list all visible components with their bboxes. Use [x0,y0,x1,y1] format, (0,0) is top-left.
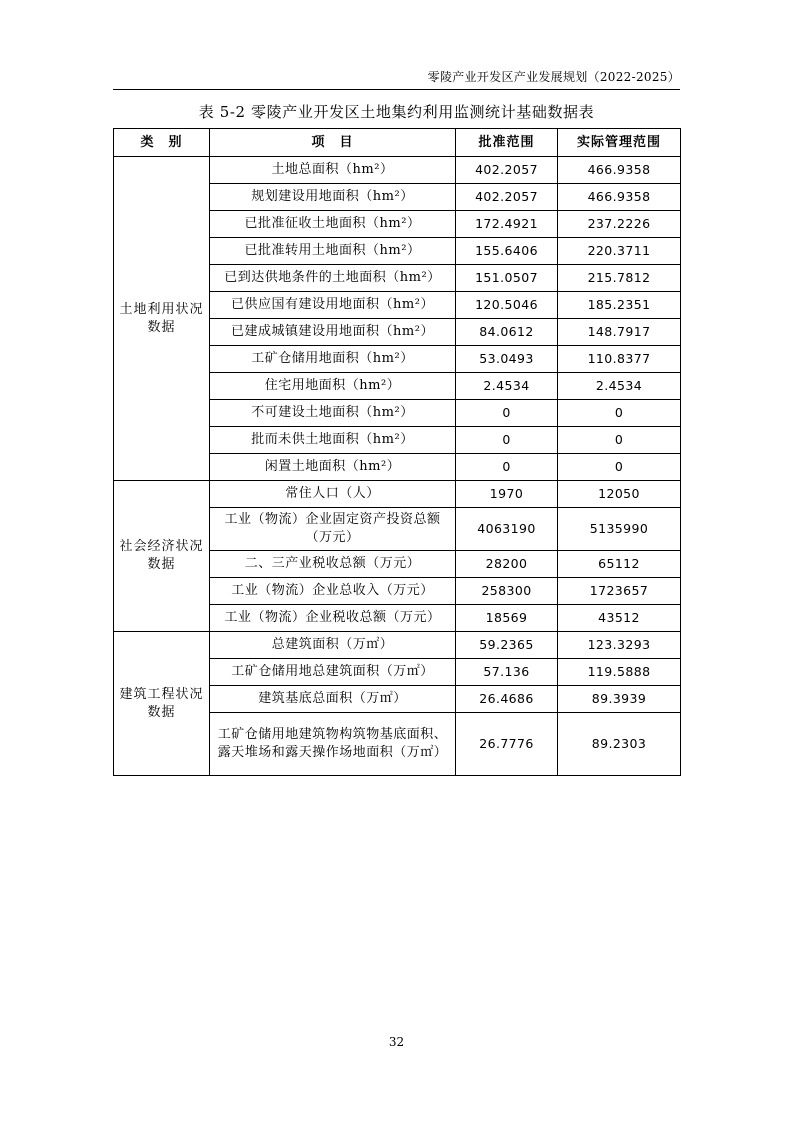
actual-value-cell: 2.4534 [558,373,681,400]
table-header-row [114,129,681,157]
category-cell-construction: 建筑工程状况数据 [114,632,210,776]
actual-value-cell: 0 [558,400,681,427]
actual-value-cell: 65112 [558,551,681,578]
column-header-approved: 批准范围 [456,129,558,157]
actual-value-cell: 89.2303 [558,713,681,776]
actual-value-cell: 43512 [558,605,681,632]
item-cell: 建筑基底总面积（万㎡） [210,686,456,713]
actual-value-cell: 123.3293 [558,632,681,659]
column-header-item: 项 目 [210,129,456,157]
item-cell: 工矿仓储用地总建筑面积（万㎡） [210,659,456,686]
item-cell: 住宅用地面积（hm²） [210,373,456,400]
approved-value-cell: 2.4534 [456,373,558,400]
actual-value-cell: 110.8377 [558,346,681,373]
approved-value-cell: 59.2365 [456,632,558,659]
actual-value-cell: 215.7812 [558,265,681,292]
approved-value-cell: 57.136 [456,659,558,686]
approved-value-cell: 0 [456,427,558,454]
table-row [114,632,681,659]
actual-value-cell: 466.9358 [558,184,681,211]
approved-value-cell: 28200 [456,551,558,578]
item-cell: 已供应国有建设用地面积（hm²） [210,292,456,319]
item-cell: 土地总面积（hm²） [210,157,456,184]
approved-value-cell: 1970 [456,481,558,508]
approved-value-cell: 0 [456,454,558,481]
actual-value-cell: 0 [558,427,681,454]
item-cell: 规划建设用地面积（hm²） [210,184,456,211]
item-cell: 工矿仓储用地建筑物构筑物基底面积、露天堆场和露天操作场地面积（万㎡） [210,713,456,776]
land-use-statistics-table [113,128,681,776]
approved-value-cell: 0 [456,400,558,427]
approved-value-cell: 155.6406 [456,238,558,265]
item-cell: 批而未供土地面积（hm²） [210,427,456,454]
approved-value-cell: 84.0612 [456,319,558,346]
actual-value-cell: 119.5888 [558,659,681,686]
item-cell: 总建筑面积（万㎡） [210,632,456,659]
table-title: 表 5-2 零陵产业开发区土地集约利用监测统计基础数据表 [198,103,595,121]
approved-value-cell: 402.2057 [456,184,558,211]
item-cell: 闲置土地面积（hm²） [210,454,456,481]
approved-value-cell: 151.0507 [456,265,558,292]
approved-value-cell: 53.0493 [456,346,558,373]
item-cell: 二、三产业税收总额（万元） [210,551,456,578]
approved-value-cell: 26.4686 [456,686,558,713]
approved-value-cell: 258300 [456,578,558,605]
item-cell: 工业（物流）企业税收总额（万元） [210,605,456,632]
item-cell: 工矿仓储用地面积（hm²） [210,346,456,373]
table-row [114,157,681,184]
category-cell-land-use: 土地利用状况数据 [114,157,210,481]
running-header: 零陵产业开发区产业发展规划（2022-2025） [113,68,680,90]
item-cell: 工业（物流）企业固定资产投资总额（万元） [210,508,456,551]
column-header-category: 类 别 [114,129,210,157]
table-row [114,481,681,508]
actual-value-cell: 148.7917 [558,319,681,346]
actual-value-cell: 89.3939 [558,686,681,713]
approved-value-cell: 402.2057 [456,157,558,184]
actual-value-cell: 12050 [558,481,681,508]
actual-value-cell: 237.2226 [558,211,681,238]
category-cell-socio-economic: 社会经济状况数据 [114,481,210,632]
actual-value-cell: 220.3711 [558,238,681,265]
approved-value-cell: 120.5046 [456,292,558,319]
page-number: 32 [388,1035,405,1049]
approved-value-cell: 26.7776 [456,713,558,776]
actual-value-cell: 5135990 [558,508,681,551]
item-cell: 不可建设土地面积（hm²） [210,400,456,427]
item-cell: 工业（物流）企业总收入（万元） [210,578,456,605]
approved-value-cell: 18569 [456,605,558,632]
item-cell: 常住人口（人） [210,481,456,508]
actual-value-cell: 1723657 [558,578,681,605]
item-cell: 已批准转用土地面积（hm²） [210,238,456,265]
item-cell: 已批准征收土地面积（hm²） [210,211,456,238]
approved-value-cell: 172.4921 [456,211,558,238]
column-header-actual: 实际管理范围 [558,129,681,157]
actual-value-cell: 185.2351 [558,292,681,319]
item-cell: 已建成城镇建设用地面积（hm²） [210,319,456,346]
actual-value-cell: 466.9358 [558,157,681,184]
approved-value-cell: 4063190 [456,508,558,551]
actual-value-cell: 0 [558,454,681,481]
item-cell: 已到达供地条件的土地面积（hm²） [210,265,456,292]
